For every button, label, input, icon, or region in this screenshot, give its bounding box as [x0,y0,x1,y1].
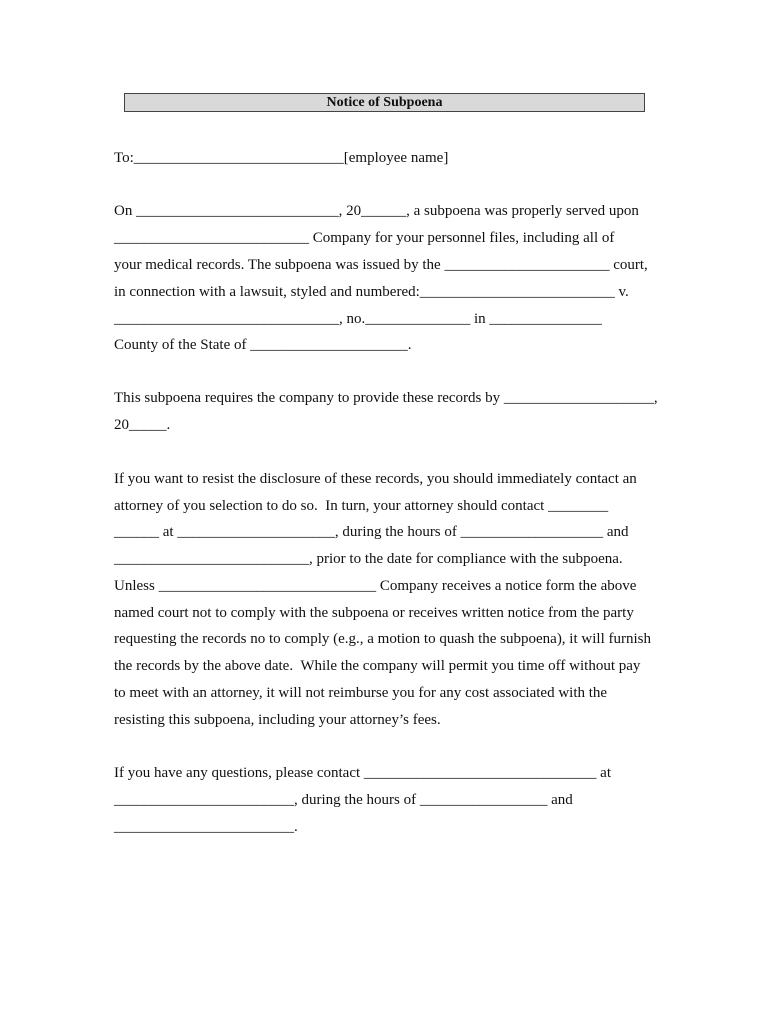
paragraph-line: ______________________________, no.______________ in _______________ [114,311,602,327]
paragraph-line: Unless _____________________________ Company receives a notice form the above [114,578,637,594]
document-title: Notice of Subpoena [124,93,645,112]
paragraph-line: the records by the above date. While the company will permit you time off without pay [114,658,641,674]
paragraph-line: ________________________. [114,819,298,835]
paragraph-line: ______ at _____________________, during the hours of ___________________ and [114,524,629,540]
paragraph-line: On ___________________________, 20______, a subpoena was properly served upon [114,203,639,219]
paragraph-line: in connection with a lawsuit, styled and numbered:__________________________ v. [114,284,629,300]
paragraph-line: If you have any questions, please contact _______________________________ at [114,765,611,781]
paragraph-line: __________________________, prior to the date for compliance with the subpoena. [114,551,623,567]
paragraph-line: County of the State of _____________________. [114,337,412,353]
paragraph-line: If you want to resist the disclosure of these records, you should immediately contact an [114,471,637,487]
paragraph-line: named court not to comply with the subpoena or receives written notice from the party [114,605,634,621]
paragraph-line: attorney of you selection to do so. In turn, your attorney should contact ________ [114,498,609,514]
paragraph-line: resisting this subpoena, including your attorney’s fees. [114,712,441,728]
to-line: To:____________________________[employee name] [114,150,449,166]
paragraph-line: 20_____. [114,417,171,433]
paragraph-line: __________________________ Company for your personnel files, including all of [114,230,615,246]
paragraph-line: This subpoena requires the company to provide these records by ____________________, [114,390,658,406]
paragraph-line: to meet with an attorney, it will not reimburse you for any cost associated with the [114,685,608,701]
paragraph-line: your medical records. The subpoena was issued by the ______________________ court, [114,257,648,273]
paragraph-line: ________________________, during the hours of _________________ and [114,792,573,808]
paragraph-line: requesting the records no to comply (e.g., a motion to quash the subpoena), it will furnish [114,631,651,647]
